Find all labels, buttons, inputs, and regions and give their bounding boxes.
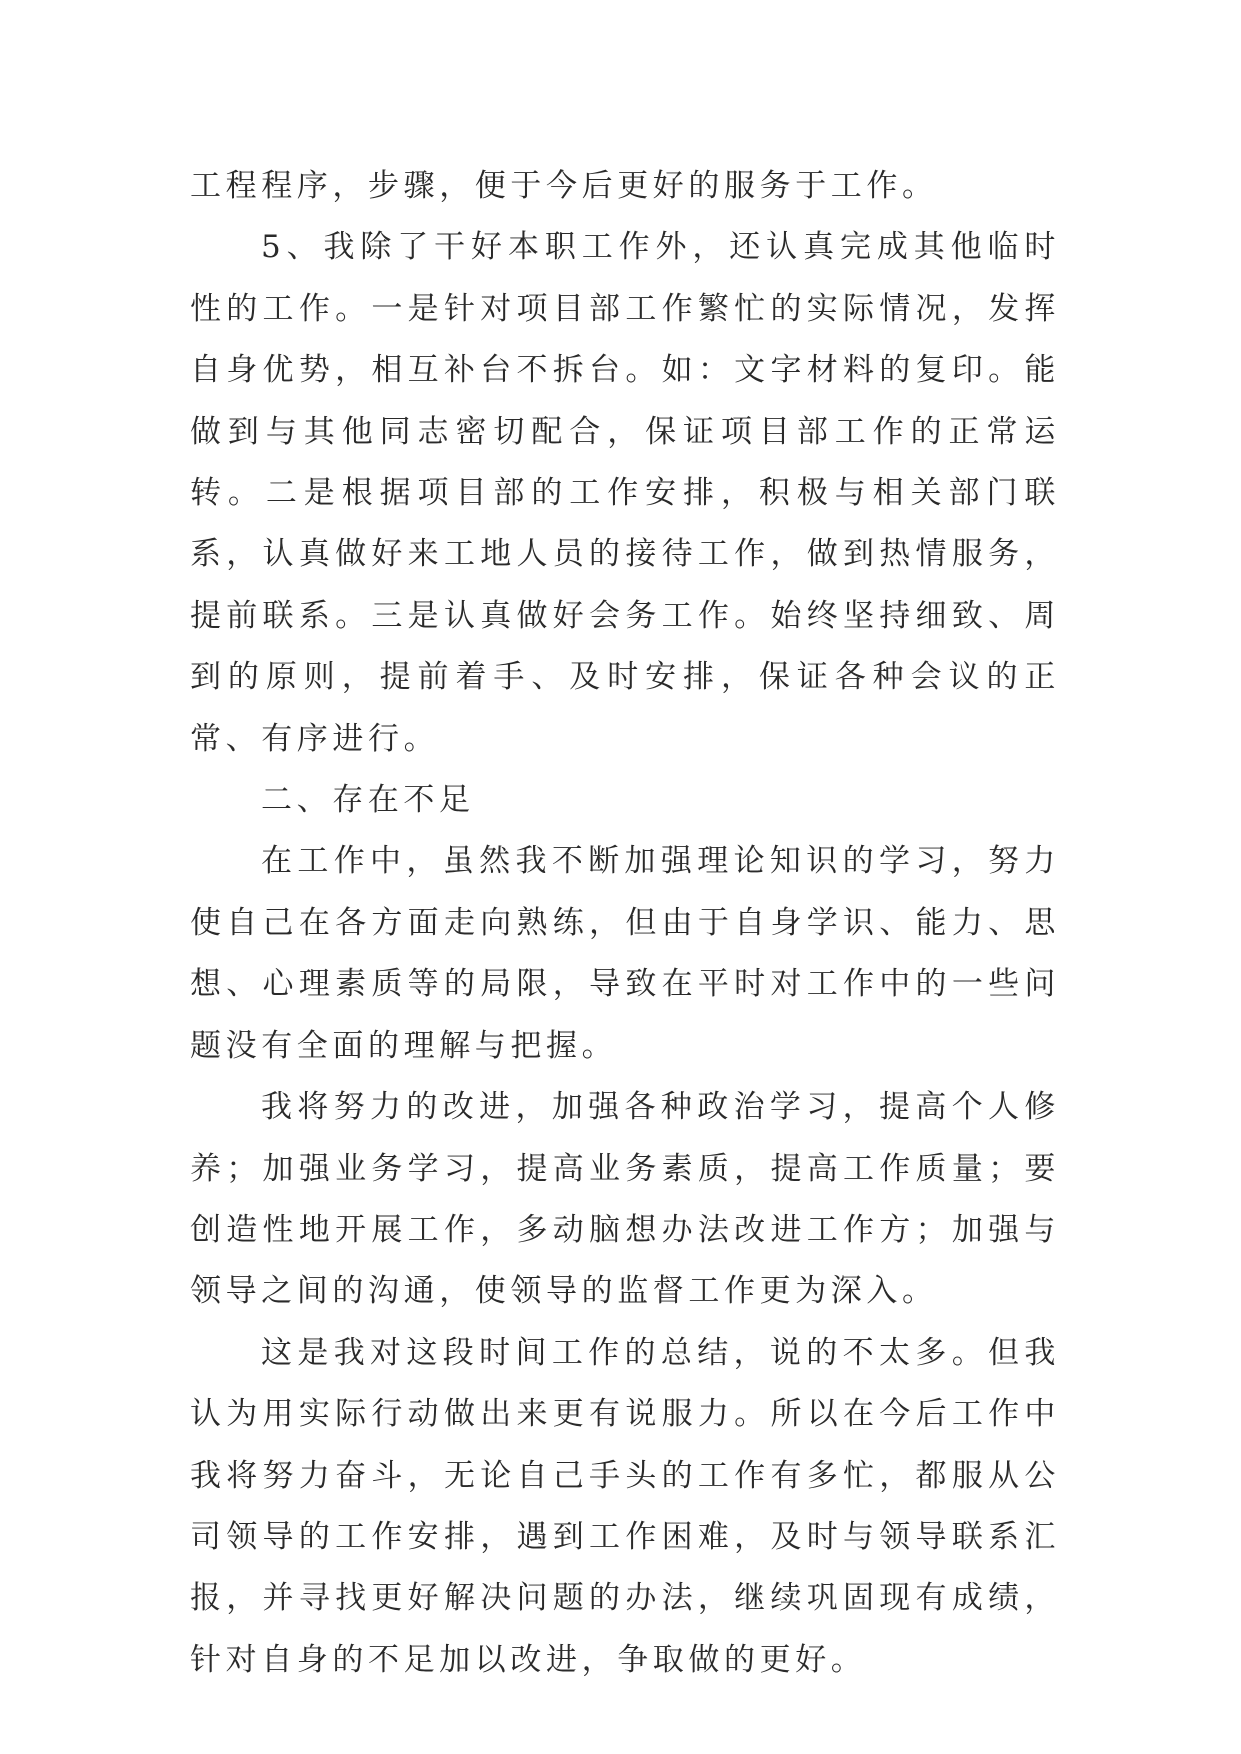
paragraph-improvements: 我将努力的改进，加强各种政治学习，提高个人修养；加强业务学习，提高业务素质，提高工作质量；要创造性地开展工作，多动脑想办法改进工作方；加强与领导之间的沟通，使领导的监督工作更为深入。 — [190, 1089, 1060, 1310]
paragraph-shortcomings: 在工作中，虽然我不断加强理论知识的学习，努力使自己在各方面走向熟练，但由于自身学识、能力、思想、心理素质等的局限，导致在平时对工作中的一些问题没有全面的理解与把握。 — [190, 843, 1060, 1064]
section-heading-shortcomings: 二、存在不足 — [261, 782, 475, 819]
document-body — [190, 156, 1060, 1691]
paragraph-conclusion: 这是我对这段时间工作的总结，说的不太多。但我认为用实际行动做出来更有说服力。所以在今后工作中我将努力奋斗，无论自己手头的工作有多忙，都服从公司领导的工作安排，遇到工作困难，及时与领导联系汇报，并寻找更好解决问题的办法，继续巩固现有成绩，针对自身的不足加以改进，争取做的更好。 — [190, 1334, 1060, 1678]
paragraph-continuation: 工程程序，步骤，便于今后更好的服务于工作。 — [190, 168, 938, 204]
paragraph-item-5: 5、我除了干好本职工作外，还认真完成其他临时性的工作。一是针对项目部工作繁忙的实际情况，发挥自身优势，相互补台不拆台。如：文字材料的复印。能做到与其他同志密切配合，保证项目部工作的正常运转。二是根据项目部的工作安排，积极与相关部门联系，认真做好来工地人员的接待工作，做到热情服务，提前联系。三是认真做好会务工作。始终坚持细致、周到的原则，提前着手、及时安排，保证各种会议的正常、有序进行。 — [190, 229, 1060, 757]
